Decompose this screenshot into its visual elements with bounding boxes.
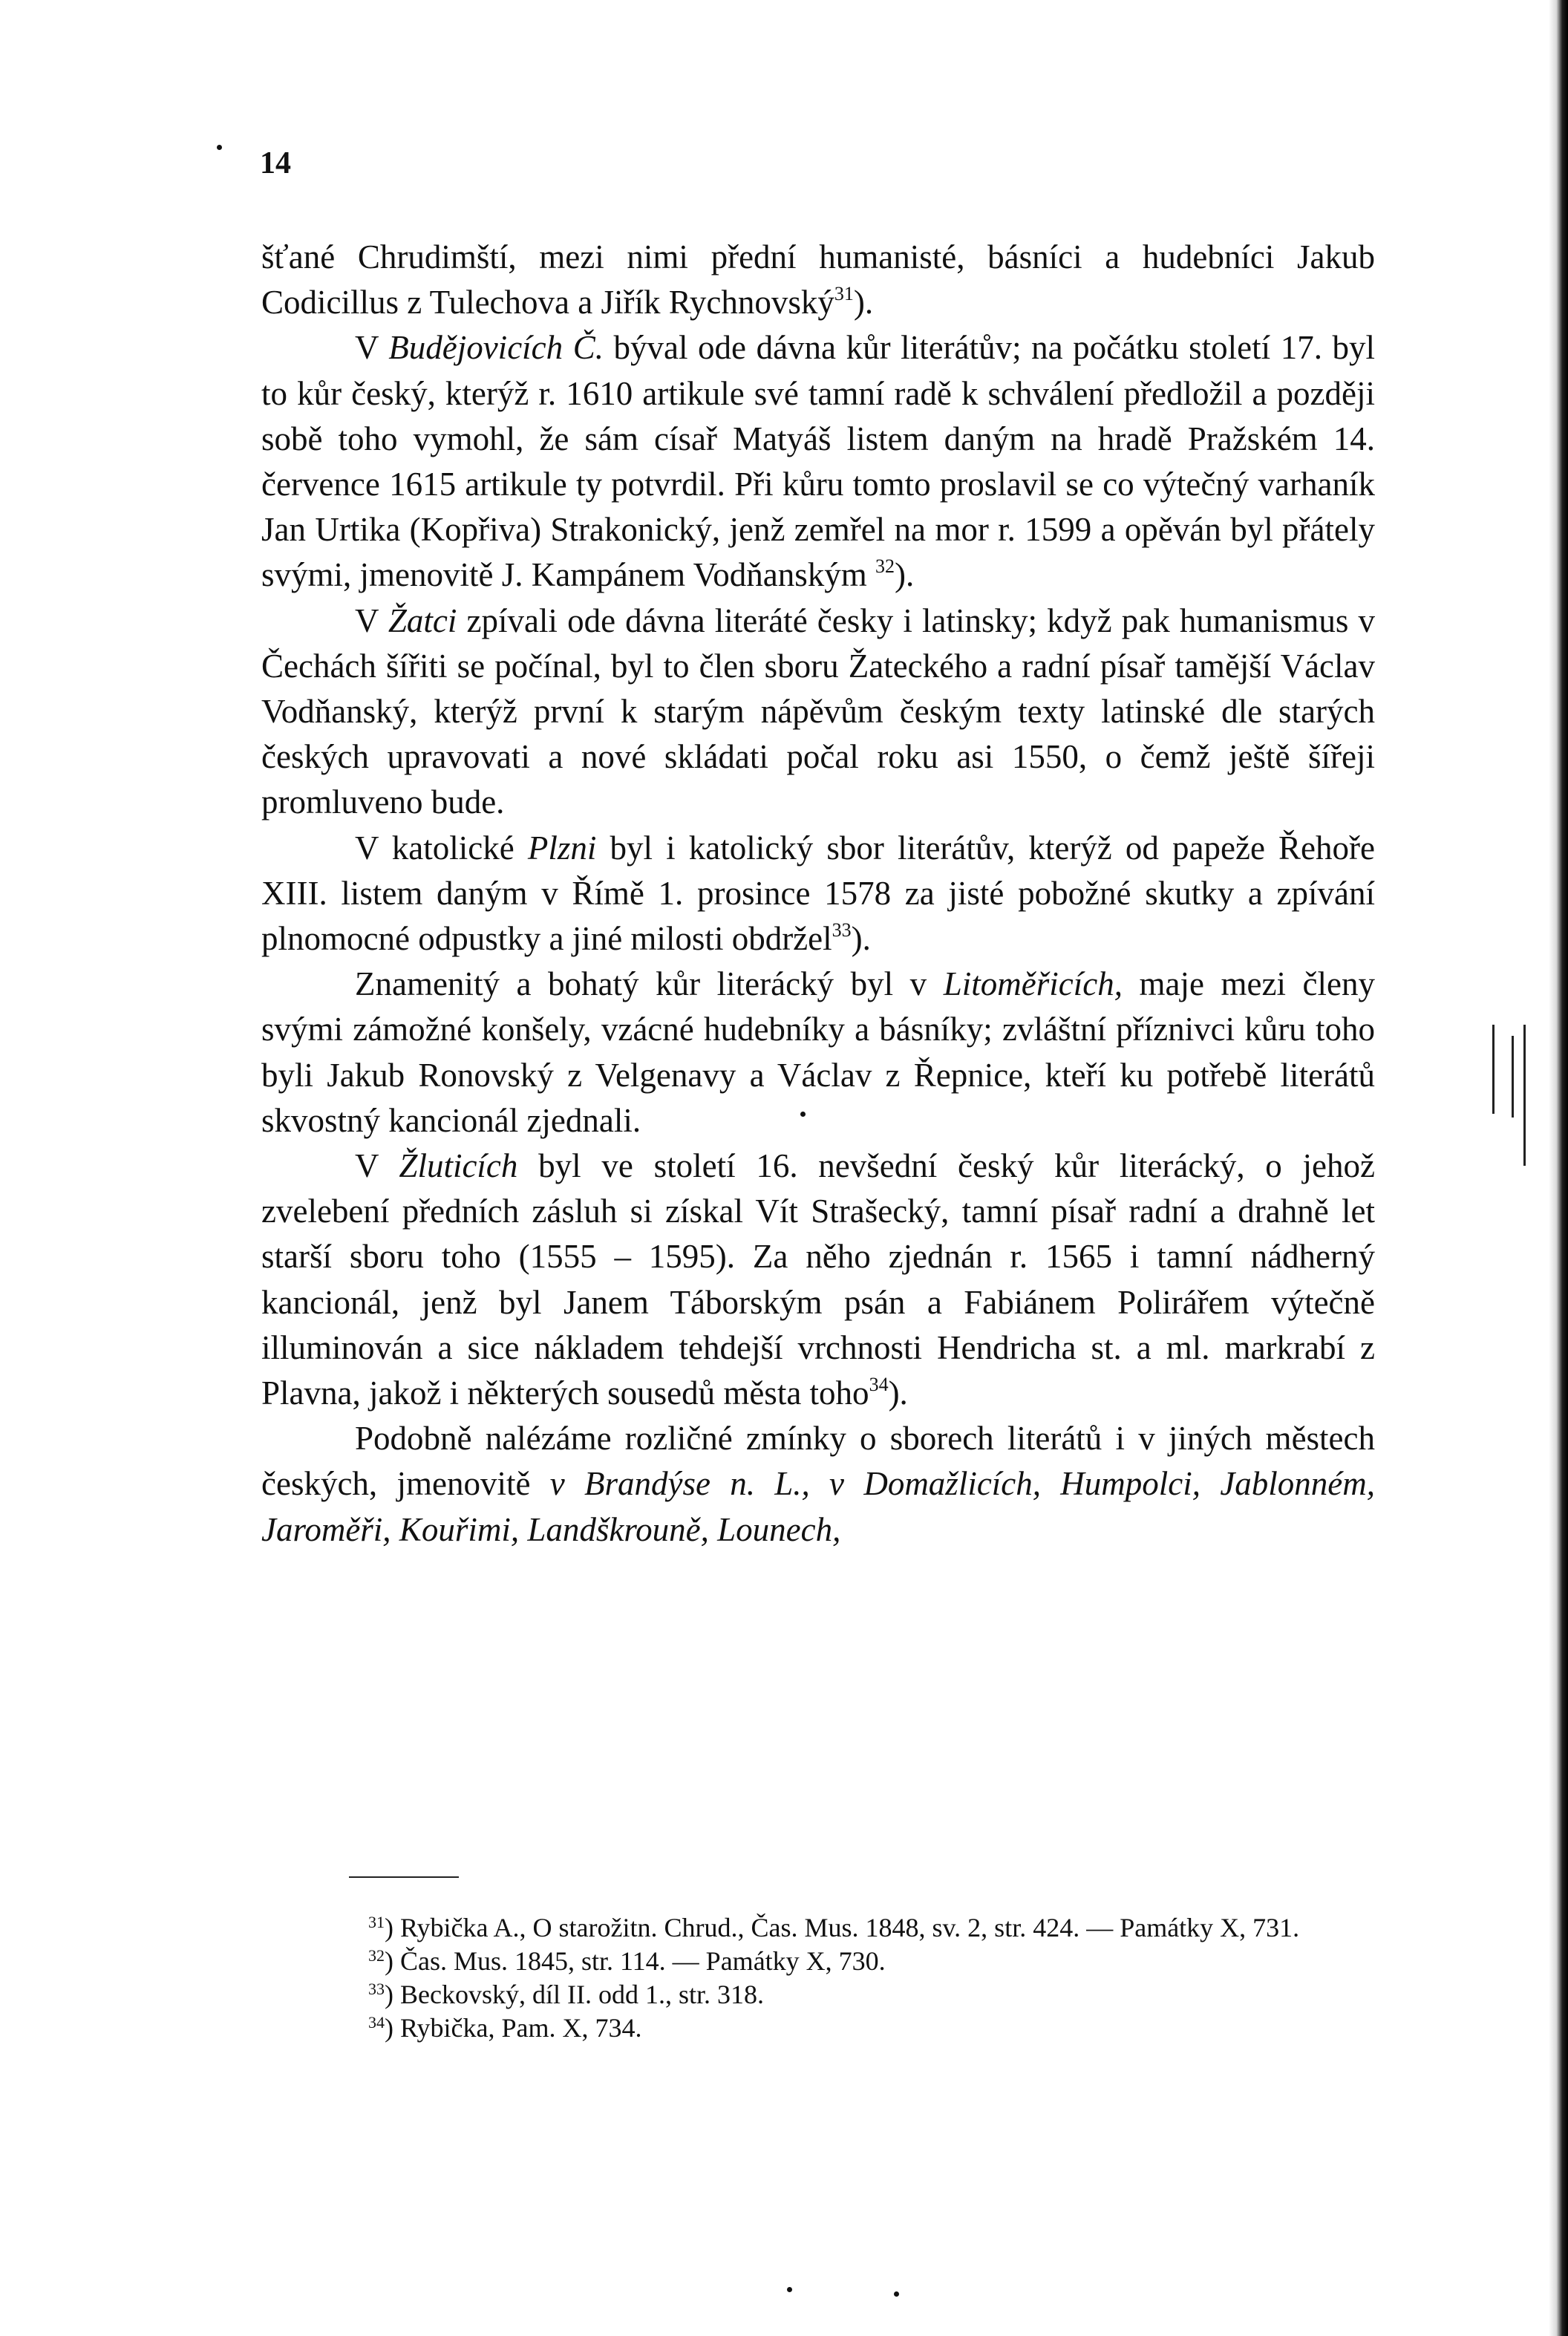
footnote-divider: [349, 1876, 459, 1878]
footnote-reference: 32: [875, 555, 895, 578]
place-name: Žatci: [388, 601, 457, 639]
text-run: V: [355, 1147, 399, 1185]
text-run: ).: [888, 1374, 908, 1412]
footnote: [275, 1978, 1388, 2012]
footnote-number: 34: [368, 2013, 385, 2032]
footnote-reference: 33: [832, 919, 852, 942]
scan-mark: [1523, 1025, 1526, 1166]
body-text: [261, 235, 1375, 1553]
text-run: V: [355, 329, 389, 367]
paragraph: [261, 1143, 1375, 1416]
speck: [787, 2287, 792, 2292]
text-run: Znamenitý a bohatý kůr literácký byl v: [355, 965, 944, 1003]
paragraph: [261, 598, 1375, 826]
footnote: [275, 2012, 1388, 2045]
footnote: [275, 1945, 1388, 1978]
speck: [217, 145, 222, 150]
place-name: v Brandýse n. L., v Domažlicích, Humpolci, Jablonném, Jaroměři, Kouřimi, Landškrouně, Lounech,: [261, 1465, 1376, 1548]
text-run: Podobně nalézáme rozličné zmínky o sborech literátů i v jiných městech českých, jmenovitě: [261, 1420, 1375, 1503]
text-run: ).: [895, 556, 915, 594]
text-run: V katolické: [355, 829, 528, 867]
footnote: [275, 1911, 1388, 1945]
paragraph: [261, 325, 1375, 598]
paragraph: [261, 826, 1375, 962]
scan-mark: [1512, 1036, 1514, 1118]
footnote-text: ) Čas. Mus. 1845, str. 114. — Památky X, 730.: [385, 1946, 886, 1976]
footnotes: [275, 1911, 1388, 2045]
footnote-number: 31: [368, 1913, 385, 1931]
text-run: ).: [853, 284, 874, 322]
place-name: Litoměřicích,: [943, 965, 1123, 1003]
page-number: 14: [260, 146, 291, 180]
footnote-reference: 34: [869, 1374, 889, 1396]
footnote-number: 33: [368, 1980, 385, 1998]
text-run: ).: [851, 920, 871, 958]
speck: [894, 2291, 899, 2297]
paragraph: [261, 1416, 1375, 1553]
text-run: maje mezi členy svými zámožné konšely, vzácné hudebníky a básníky; zvláštní příznivci kůru toho byli Jakub Ronovský z Velgenavy a Václav z Řepnice, kteří ku potřebě literátů skvostný kancionál zjednali.: [261, 965, 1375, 1139]
footnote-reference: 31: [834, 283, 854, 305]
place-name: Budějovicích Č.: [388, 329, 604, 367]
text-run: šťané Chrudimští, mezi nimi přední humanisté, básníci a hudebníci Jakub Codicillus z Tulechova a Jiřík Rychnovský: [261, 238, 1375, 322]
footnote-text: ) Rybička A., O starožitn. Chrud., Čas. Mus. 1848, sv. 2, str. 424. — Památky X, 731.: [385, 1913, 1300, 1942]
footnote-text: ) Rybička, Pam. X, 734.: [385, 2013, 642, 2043]
text-run: zpívali ode dávna literáté česky i latinsky; když pak humanismus v Čechách šířiti se počínal, byl to člen sboru Žateckého a radní písař tamější Václav Vodňanský, kterýž první k starým nápěvům českým texty latinské dle starých českých upravovati a nové skládati počal roku asi 1550, o čemž ještě šířeji promluveno bude.: [261, 601, 1375, 821]
paragraph: [261, 235, 1375, 325]
text-run: V: [355, 601, 388, 639]
place-name: Žluticích: [399, 1147, 518, 1185]
text-run: býval ode dávna kůr literátův; na počátku století 17. byl to kůr český, kterýž r. 1610 artikule své tamní radě k schválení předložil a později sobě toho vymohl, že sám císař Matyáš listem daným na hradě Pražském 14. července 1615 artikule ty potvrdil. Při kůru tomto proslavil se co výtečný varhaník Jan Urtika (Kopřiva) Strakonický, jenž zemřel na mor r. 1599 a opěván byl přátely svými, jmenovitě J. Kampánem Vodňanským: [261, 329, 1376, 594]
footnote-number: 32: [368, 1946, 385, 1965]
footnote-text: ) Beckovský, díl II. odd 1., str. 318.: [385, 1980, 764, 2009]
place-name: Plzni: [527, 829, 597, 867]
scan-mark: [1492, 1025, 1494, 1114]
paragraph: [261, 962, 1375, 1143]
text-run: byl ve století 16. nevšední český kůr literácký, o jehož zvelebení předních zásluh si získal Vít Strašecký, tamní písař radní a drahně let starší sboru toho (1555 – 1595). Za něho zjednán r. 1565 i tamní nádherný kancionál, jenž byl Janem Táborským psán a Fabiánem Polirářem výtečně illuminován a sice nákladem tehdejší vrchnosti Hendricha st. a ml. markrabí z Plavna, jakož i některých sousedů města toho: [261, 1147, 1375, 1412]
page-edge-shadow: [1549, 0, 1568, 2336]
text-run: byl i katolický sbor literátův, kterýž od papeže Řehoře XIII. listem daným v Římě 1. prosince 1578 za jisté pobožné skutky a zpívání plnomocné odpustky a jiné milosti obdržel: [261, 829, 1375, 958]
